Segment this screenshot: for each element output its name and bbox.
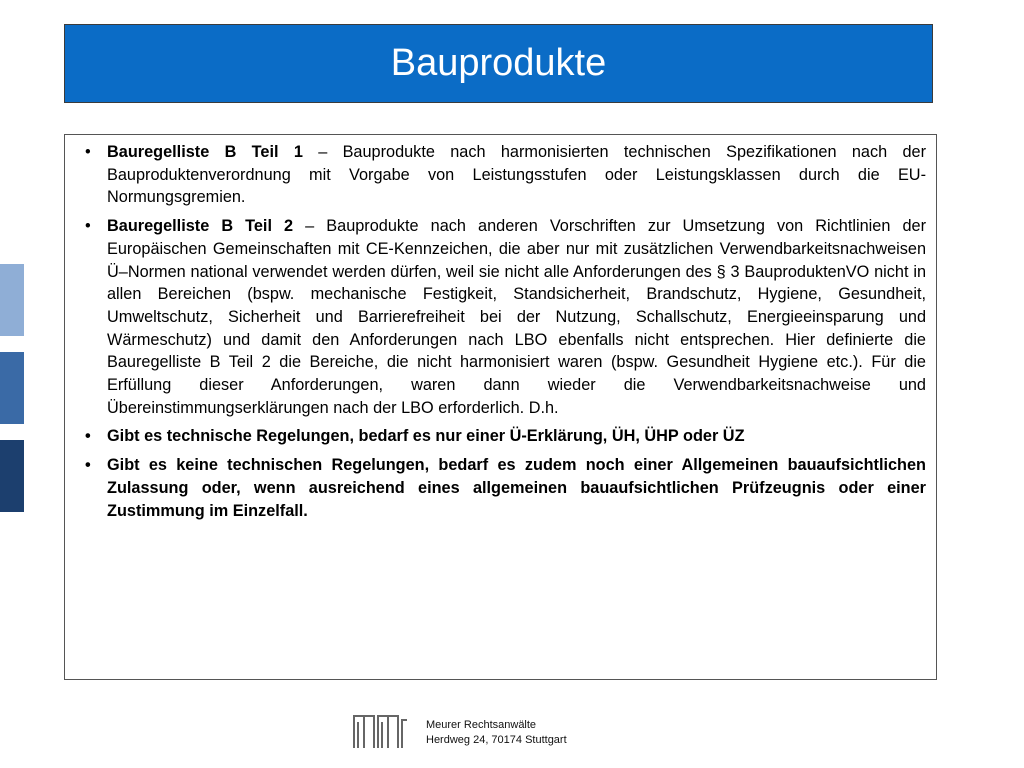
bullet-text: Gibt es technische Regelungen, bedarf es nur einer Ü-Erklärung, ÜH, ÜHP oder ÜZ	[107, 427, 745, 446]
footer-firm-name: Meurer Rechtsanwälte	[426, 719, 537, 731]
bullet-lead: Bauregelliste B Teil 1	[107, 143, 303, 161]
bullet-item	[77, 141, 926, 209]
page-title: Bauprodukte	[390, 42, 607, 84]
bullet-item	[77, 425, 926, 448]
title-bar	[64, 24, 933, 103]
bullet-list	[77, 141, 926, 522]
content-box	[64, 134, 937, 680]
bullet-text: Gibt es keine technischen Regelungen, bedarf es zudem noch einer Allgemeinen bauaufsichtlichen Zulassung oder, wenn ausreichend eines allgemeinen bauaufsichtlichen Prüfzeugnis oder einer Zustimmung im Einzelfall.	[107, 456, 926, 520]
side-accent-bar-mid	[0, 352, 24, 424]
footer-address	[426, 718, 567, 748]
bullet-lead: Bauregelliste B Teil 2	[107, 217, 294, 236]
bullet-text: – Bauprodukte nach harmonisierten technischen Spezifikationen nach der Bauproduktenverordnung mit Vorgabe von Leistungsstufen oder Leistungsklassen durch die EU-Normungsgremien.	[107, 143, 926, 207]
side-accent-bar-light	[0, 264, 24, 336]
bullet-item	[77, 454, 926, 522]
side-accent-bar-dark	[0, 440, 24, 512]
bullet-item	[77, 215, 926, 419]
bullet-text: – Bauprodukte nach anderen Vorschriften zur Umsetzung von Richtlinien der Europäischen Gemeinschaften mit CE-Kennzeichen, die aber nur mit zusätzlichen Verwendbarkeitsnachweisen Ü–Normen national verwendet werden dürfen, weil sie nicht alle Anforderungen des § 3 BauproduktenVO nicht in allen Bereichen (bspw. mechanische Festigkeit, Standsicherheit, Brandschutz, Hygiene, Gesundheit, Umweltschutz, Sicherheit und Barrierefreiheit bei der Nutzung, Schallschutz, Energieeinsparung und Wärmeschutz) und damit den Anforderungen nach LBO ebenfalls nicht entsprechen. Hier definierte die Bauregelliste B Teil 2 die Bereiche, die nicht harmonisiert waren (bspw. Gesundheit Hygiene etc.). Für die Erfüllung dieser Anforderungen, waren dann wieder die Verwendbarkeitsnachweise und Übereinstimmungserklärungen nach der LBO erforderlich. D.h.	[107, 217, 926, 417]
footer-street: Herdweg 24, 70174 Stuttgart	[426, 734, 567, 746]
firm-logo-icon	[352, 712, 408, 750]
